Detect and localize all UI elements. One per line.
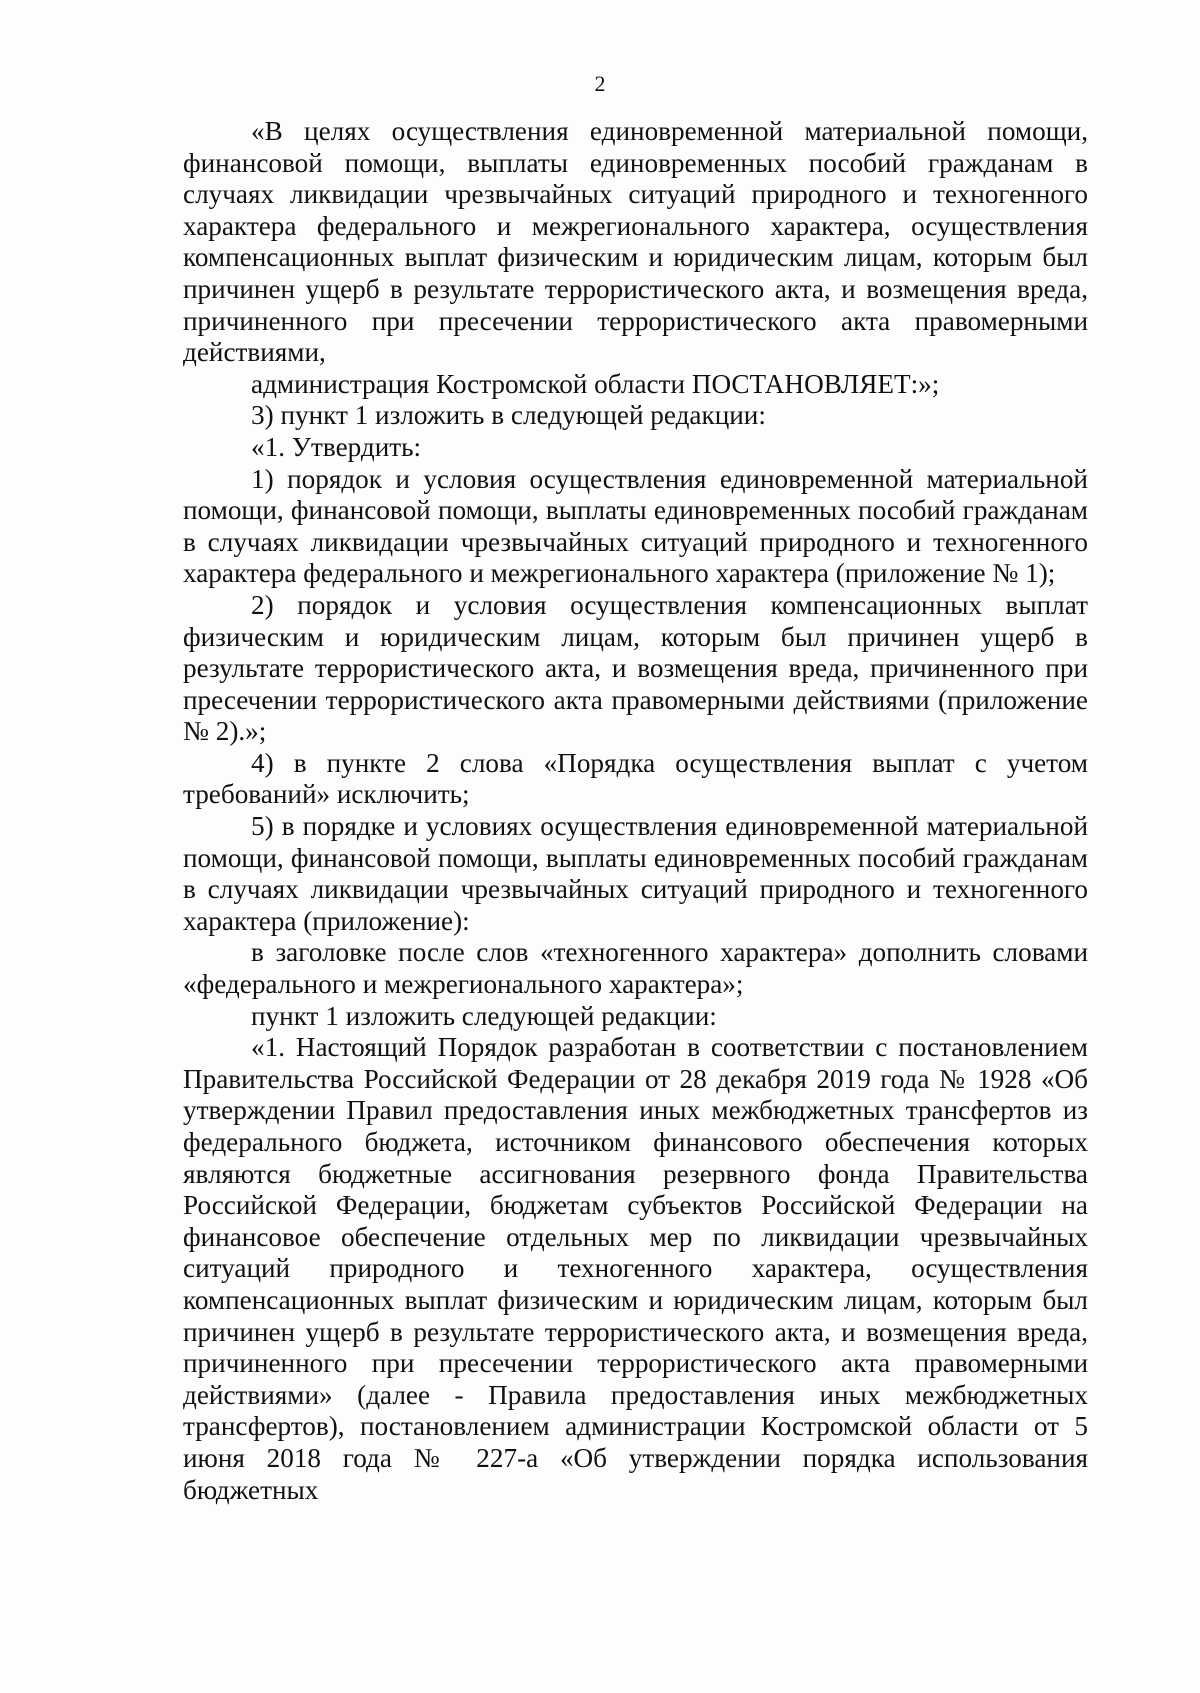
paragraph-preamble: «В целях осуществления единовременной материальной помощи, финансовой помощи, выплаты единовременных пособий гражданам в случаях ликвидации чрезвычайных ситуаций природного и техногенного характера федерального и межрегионального характера, осуществления компенсационных выплат физическим и юридическим лицам, которым был причинен ущерб в результате террористического акта, и возмещения вреда, причиненного при пресечении террористического акта правомерными действиями, [183,116,1088,368]
paragraph-item-4: 4) в пункте 2 слова «Порядка осуществления выплат с учетом требований» исключить; [183,747,1088,810]
paragraph-item-3: 3) пункт 1 изложить в следующей редакции: [251,400,766,431]
paragraph-point-1-change: пункт 1 изложить следующей редакции: [251,1000,717,1031]
paragraph-heading-change: в заголовке после слов «техногенного характера» дополнить словами «федерального и межрегионального характера»; [183,937,1088,1000]
paragraph-approve-1: 1) порядок и условия осуществления единовременной материальной помощи, финансовой помощи, выплаты единовременных пособий гражданам в случаях ликвидации чрезвычайных ситуаций природного и техногенного характера федерального и межрегионального характера (приложение № 1); [183,463,1088,589]
paragraph-approve: «1. Утвердить: [251,431,422,462]
paragraph-resolves: администрация Костромской области ПОСТАНОВЛЯЕТ:»; [251,368,940,399]
document-body [183,116,1088,1506]
paragraph-approve-2: 2) порядок и условия осуществления компенсационных выплат физическим и юридическим лицам, которым был причинен ущерб в результате террористического акта, и возмещения вреда, причиненного при пресечении террористического акта правомерными действиями (приложение № 2).»; [183,589,1088,747]
page-number: 2 [594,71,606,96]
paragraph-point-1-text: «1. Настоящий Порядок разработан в соответствии с постановлением Правительства Российской Федерации от 28 декабря 2019 года № 1928 «Об утверждении Правил предоставления иных межбюджетных трансфертов из федерального бюджета, источником финансового обеспечения которых являются бюджетные ассигнования резервного фонда Правительства Российской Федерации, бюджетам субъектов Российской Федерации на финансовое обеспечение отдельных мер по ликвидации чрезвычайных ситуаций природного и техногенного характера, осуществления компенсационных выплат физическим и юридическим лицам, которым был причинен ущерб в результате террористического акта, и возмещения вреда, причиненного при пресечении террористического акта правомерными действиями» (далее - Правила предоставления иных межбюджетных трансфертов), постановлением администрации Костромской области от 5 июня 2018 года № 227-а «Об утверждении порядка использования бюджетных [183,1032,1088,1505]
paragraph-item-5: 5) в порядке и условиях осуществления единовременной материальной помощи, финансовой помощи, выплаты единовременных пособий гражданам в случаях ликвидации чрезвычайных ситуаций природного и техногенного характера (приложение): [183,811,1088,936]
